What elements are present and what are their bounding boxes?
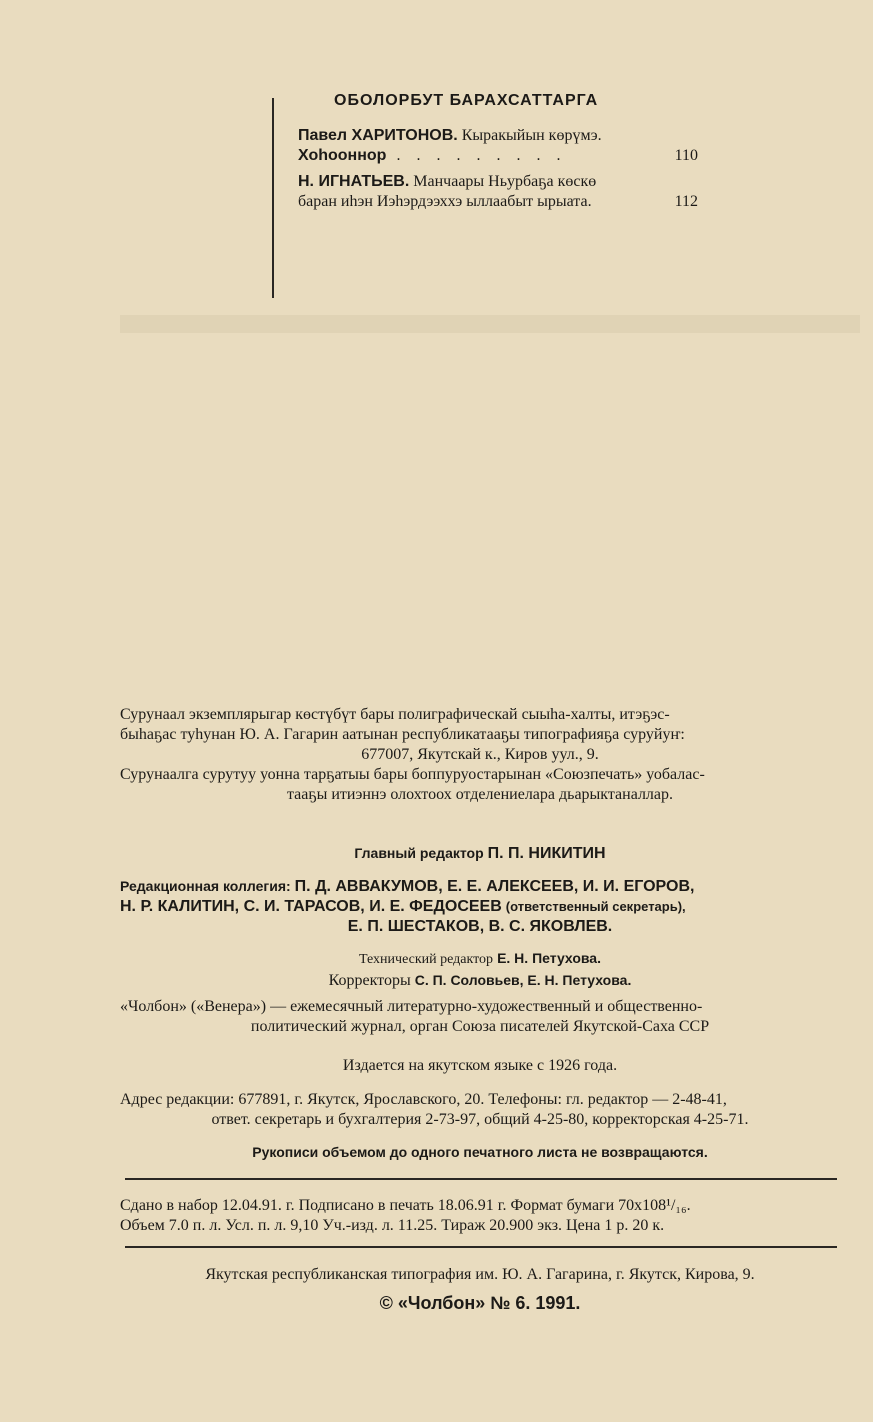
- divider-top: [125, 1178, 837, 1180]
- toc-dots: . . . . . . . . .: [396, 147, 567, 164]
- toc-entry: [298, 126, 698, 166]
- toc-section: [298, 92, 698, 218]
- divider-bottom: [125, 1246, 837, 1248]
- journal-description: «Чолбон» («Венера») — ежемесячный литературно-художественный и общественно- политический журнал, орган Союза писателей Якутской-Саха ССР: [120, 998, 710, 1035]
- editorial-address: Адрес редакции: 677891, г. Якутск, Ярославского, 20. Телефоны: гл. редактор — 2-48-41, ответ. секретарь и бухгалтерия 2-73-97, общий 4-25-80, корректорская 4-25-71.: [120, 1091, 749, 1128]
- copyright-line: © «Чолбон» № 6. 1991.: [379, 1293, 581, 1313]
- toc-title: Манчаары Ньурбаҕа көскө: [413, 173, 597, 190]
- toc-author: Н. ИГНАТЬЕВ.: [298, 173, 410, 190]
- chief-editor: Главный редактор П. П. НИКИТИН: [354, 845, 606, 862]
- editorial-board: Редакционная коллегия: П. Д. АВВАКУМОВ, Е. Е. АЛЕКСЕЕВ, И. И. ЕГОРОВ, Н. Р. КАЛИТИН, С. И. ТАРАСОВ, И. Е. ФЕДОСЕЕВ (ответственный секретарь), Е. П. ШЕСТАКОВ, В. С. ЯКОВЛЕВ.: [120, 878, 695, 935]
- printer-info: Якутская республиканская типография им. Ю. А. Гагарина, г. Якутск, Кирова, 9.: [205, 1266, 755, 1283]
- toc-title-cont: Хоhооннор: [298, 147, 387, 164]
- toc-entry: [298, 172, 698, 212]
- print-specs: Сдано в набор 12.04.91. г. Подписано в печать 18.06.91 г. Формат бумаги 70x108¹/₁₆. Объем 7.0 п. л. Усл. п. л. 9,10 Уч.-изд. л. 11.25. Тираж 20.900 экз. Цена 1 р. 20 к.: [120, 1197, 691, 1234]
- technical-staff: Технический редактор Е. Н. Петухова. Корректоры С. П. Соловьев, Е. Н. Петухова.: [328, 950, 632, 989]
- subscription-notice: Сурунаал экземплярыгар көстүбүт бары полиграфическай сыыhа-халты, итэҕэс- быhаҕас туhунан Ю. А. Гагарин аатынан республикатааҕы типографияҕа суруйуҥ: 677007, Якутскай к., Киров уул., 9. Сурунаалга сурутуу уонна тарҕатыы бары боппуруостарынан «Союзпечать» уобалас- таaҕы итиэннэ олохтоох отделениелара дьарыктаналлар.: [120, 706, 705, 803]
- toc-title: Кыракыйын көрүмэ.: [461, 127, 602, 144]
- toc-title-cont: баран иhэн Иэhэрдээххэ ыллаабыт ырыата.: [298, 193, 592, 210]
- toc-page-number: 112: [674, 193, 698, 210]
- toc-page-number: 110: [674, 147, 698, 164]
- toc-author: Павел ХАРИТОНОВ.: [298, 127, 458, 144]
- toc-heading: ОБОЛОРБУТ БАРАХСАТТАРГА: [334, 92, 599, 109]
- manuscripts-notice: Рукописи объемом до одного печатного листа не возвращаются.: [252, 1144, 708, 1160]
- show-through-band: [120, 315, 860, 333]
- publication-language: Издается на якутском языке с 1926 года.: [342, 1057, 618, 1074]
- vertical-rule: [272, 98, 274, 298]
